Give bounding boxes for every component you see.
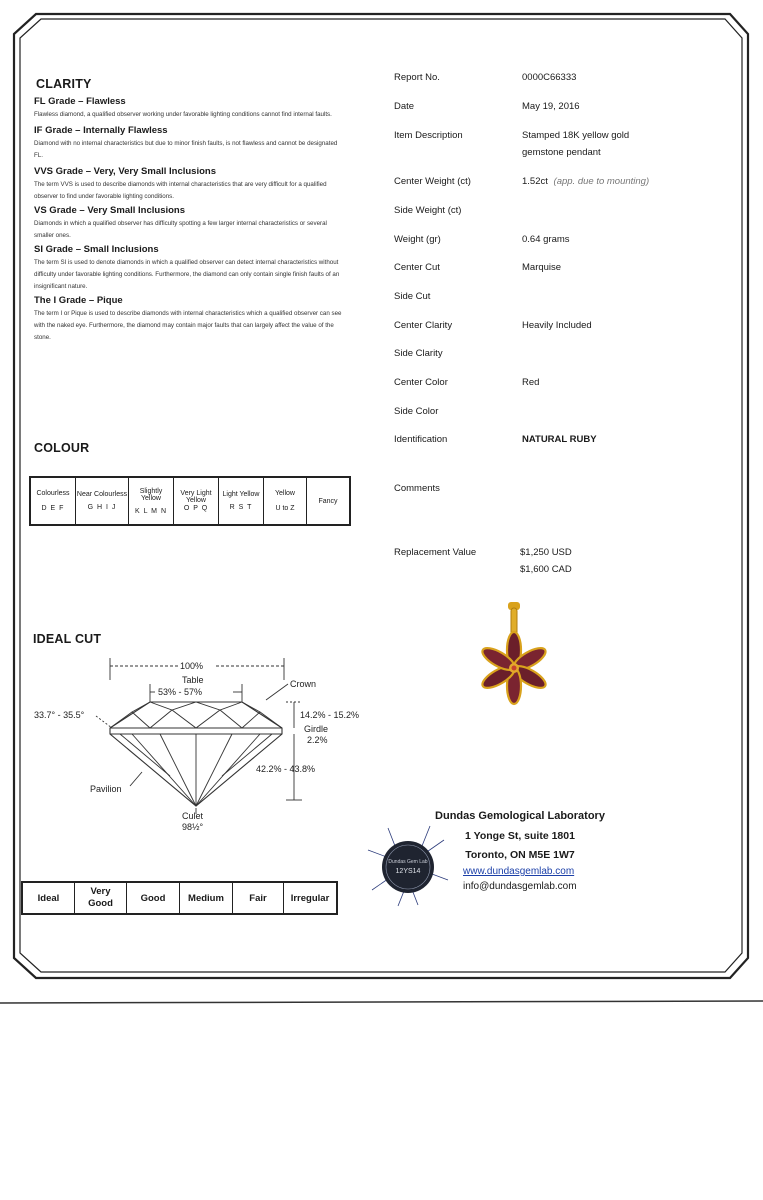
cut-grade-label: Very Good xyxy=(88,886,113,909)
colour-grades: G H I J xyxy=(87,504,117,511)
center-cut-label: Center Cut xyxy=(394,262,440,273)
crown-label: Crown xyxy=(290,679,317,689)
pavilion-label: Pavilion xyxy=(90,784,122,794)
identification-label: Identification xyxy=(394,434,448,445)
svg-text:12YS14: 12YS14 xyxy=(395,868,421,875)
table-range-label: 53% - 57% xyxy=(158,687,203,697)
table-label: Table xyxy=(182,675,204,685)
cut-grade-ideal: Ideal xyxy=(22,882,75,914)
colour-col-fancy xyxy=(307,477,351,525)
center-weight-note: (app. due to mounting) xyxy=(553,176,650,187)
crown-angle-label: 33.7° - 35.5° xyxy=(34,710,85,720)
lab-address-line1: 1 Yonge St, suite 1801 xyxy=(465,830,575,842)
clarity-grade-si xyxy=(34,244,344,293)
colour-col-colourless xyxy=(30,477,76,525)
clarity-grade-i xyxy=(34,295,344,344)
lab-name: Dundas Gemological Laboratory xyxy=(435,810,605,822)
clarity-grade-list xyxy=(34,96,344,344)
colour-grades: O P Q xyxy=(183,505,209,512)
center-weight-label: Center Weight (ct) xyxy=(394,176,471,187)
grade-description: Diamonds in which a qualified observer has difficulty spotting a few larger internal characteristics or several smaller ones. xyxy=(34,220,327,239)
colour-grades: D E F xyxy=(41,505,65,512)
lab-website[interactable]: www.dundasgemlab.com xyxy=(463,866,575,877)
clarity-heading: CLARITY xyxy=(36,77,92,91)
colour-label: Light Yellow xyxy=(222,491,260,498)
lab-address-line2: Toronto, ON M5E 1W7 xyxy=(465,849,575,861)
center-weight-amount: 1.52ct xyxy=(522,176,548,187)
culet-label: Culet xyxy=(182,811,204,821)
center-color-label: Center Color xyxy=(394,377,448,388)
grade-title: VS Grade – Very Small Inclusions xyxy=(34,205,186,216)
side-color-label: Side Color xyxy=(394,406,439,417)
colour-label: Colourless xyxy=(36,490,70,497)
center-cut-value: Marquise xyxy=(522,262,562,273)
colour-col-yellow xyxy=(264,477,307,525)
clarity-grade-if xyxy=(34,125,344,162)
grade-description: The term VVS is used to describe diamonds with internal characteristics that are very difficult for a qualified observer to find under favorable lighting conditions. xyxy=(34,181,327,200)
colour-label: Slightly Yellow xyxy=(139,487,163,502)
clarity-grade-fl xyxy=(34,96,344,121)
grade-description: Diamond with no internal characteristics but due to minor finish faults, is not flawless and cannot be designated FL. xyxy=(34,140,338,159)
crown-height-label: 14.2% - 15.2% xyxy=(300,710,360,720)
grade-title: SI Grade – Small Inclusions xyxy=(34,244,159,255)
replacement-cad: $1,600 CAD xyxy=(520,564,572,575)
cut-grade-irregular: Irregular xyxy=(284,882,338,914)
ruby-pendant-image xyxy=(478,598,558,708)
seal-text: Dundas Gem Lab xyxy=(388,859,428,865)
colour-grades: U to Z xyxy=(275,505,295,512)
report-no-label: Report No. xyxy=(394,72,440,83)
colour-col-light-yellow xyxy=(219,477,264,525)
grade-title: IF Grade – Internally Flawless xyxy=(34,125,168,136)
girdle-pct-label: 2.2% xyxy=(307,735,328,745)
replacement-value-label: Replacement Value xyxy=(394,547,477,558)
cut-grade-medium: Medium xyxy=(180,882,233,914)
colour-scale-table xyxy=(29,476,351,526)
weight-value: 0.64 grams xyxy=(522,234,570,245)
colour-col-very-light-yellow xyxy=(174,477,219,525)
center-clarity-value: Heavily Included xyxy=(522,320,592,331)
clarity-grade-vvs xyxy=(34,166,344,203)
colour-label: Near Colourless xyxy=(76,491,128,498)
replacement-usd: $1,250 USD xyxy=(520,547,572,558)
date-value: May 19, 2016 xyxy=(522,101,580,112)
grade-title: VVS Grade – Very, Very Small Inclusions xyxy=(34,166,216,177)
cut-grade-fair: Fair xyxy=(233,882,284,914)
lab-email[interactable]: info@dundasgemlab.com xyxy=(463,881,577,892)
colour-grades: R S T xyxy=(229,504,253,511)
colour-label: Very Light Yellow xyxy=(180,490,212,504)
culet-angle-label: 98½° xyxy=(182,822,204,832)
pavilion-depth-label: 42.2% - 43.8% xyxy=(256,764,316,774)
side-weight-label: Side Weight (ct) xyxy=(394,205,462,216)
item-description-label: Item Description xyxy=(394,130,463,141)
cut-grade-table xyxy=(21,881,338,915)
side-clarity-label: Side Clarity xyxy=(394,348,443,359)
girdle-label: Girdle xyxy=(304,724,329,734)
grade-title: The I Grade – Pique xyxy=(34,295,123,306)
center-weight-value xyxy=(522,176,649,187)
colour-col-near-colourless xyxy=(76,477,129,525)
comments-label: Comments xyxy=(394,483,440,494)
clarity-grade-vs xyxy=(34,205,344,242)
cut-grade-good: Good xyxy=(127,882,180,914)
item-description-value: Stamped 18K yellow gold xyxy=(522,130,630,141)
colour-col-slightly-yellow xyxy=(129,477,174,525)
cut-grade-very-good xyxy=(75,882,127,914)
colour-grades: K L M N xyxy=(134,507,168,515)
grade-description: Flawless diamond, a qualified observer working under favorable lighting conditions cannot find internal faults. xyxy=(34,111,332,118)
item-description-value-line2: gemstone pendant xyxy=(522,147,601,158)
grade-description: The term I or Pique is used to describe diamonds with internal characteristics which a qualified observer can see with the naked eye. Furthermore, the diamond may contain major faults that can largely affect the value of the stone. xyxy=(34,310,342,341)
date-label: Date xyxy=(394,101,415,112)
lab-website-link[interactable] xyxy=(463,866,574,877)
center-color-value: Red xyxy=(522,377,540,388)
colour-heading: COLOUR xyxy=(34,441,90,455)
diamond-proportions-diagram xyxy=(20,650,360,840)
colour-label: Yellow xyxy=(275,490,295,497)
report-no-value: 0000C66333 xyxy=(522,72,577,83)
weight-label: Weight (gr) xyxy=(394,234,441,245)
center-clarity-label: Center Clarity xyxy=(394,320,453,331)
colour-label: Fancy xyxy=(318,497,338,505)
grade-description: The term SI is used to denote diamonds in which a qualified observer can detect internal characteristics without difficulty under favorable lighting conditions. Furthermore, the diamond can only contain single finish faults of an insignificant nature. xyxy=(34,259,340,290)
side-cut-label: Side Cut xyxy=(394,291,431,302)
identification-value: NATURAL RUBY xyxy=(522,434,597,445)
grade-title: FL Grade – Flawless xyxy=(34,96,126,107)
ideal-cut-heading: IDEAL CUT xyxy=(33,632,102,646)
width-label: 100% xyxy=(180,661,204,671)
